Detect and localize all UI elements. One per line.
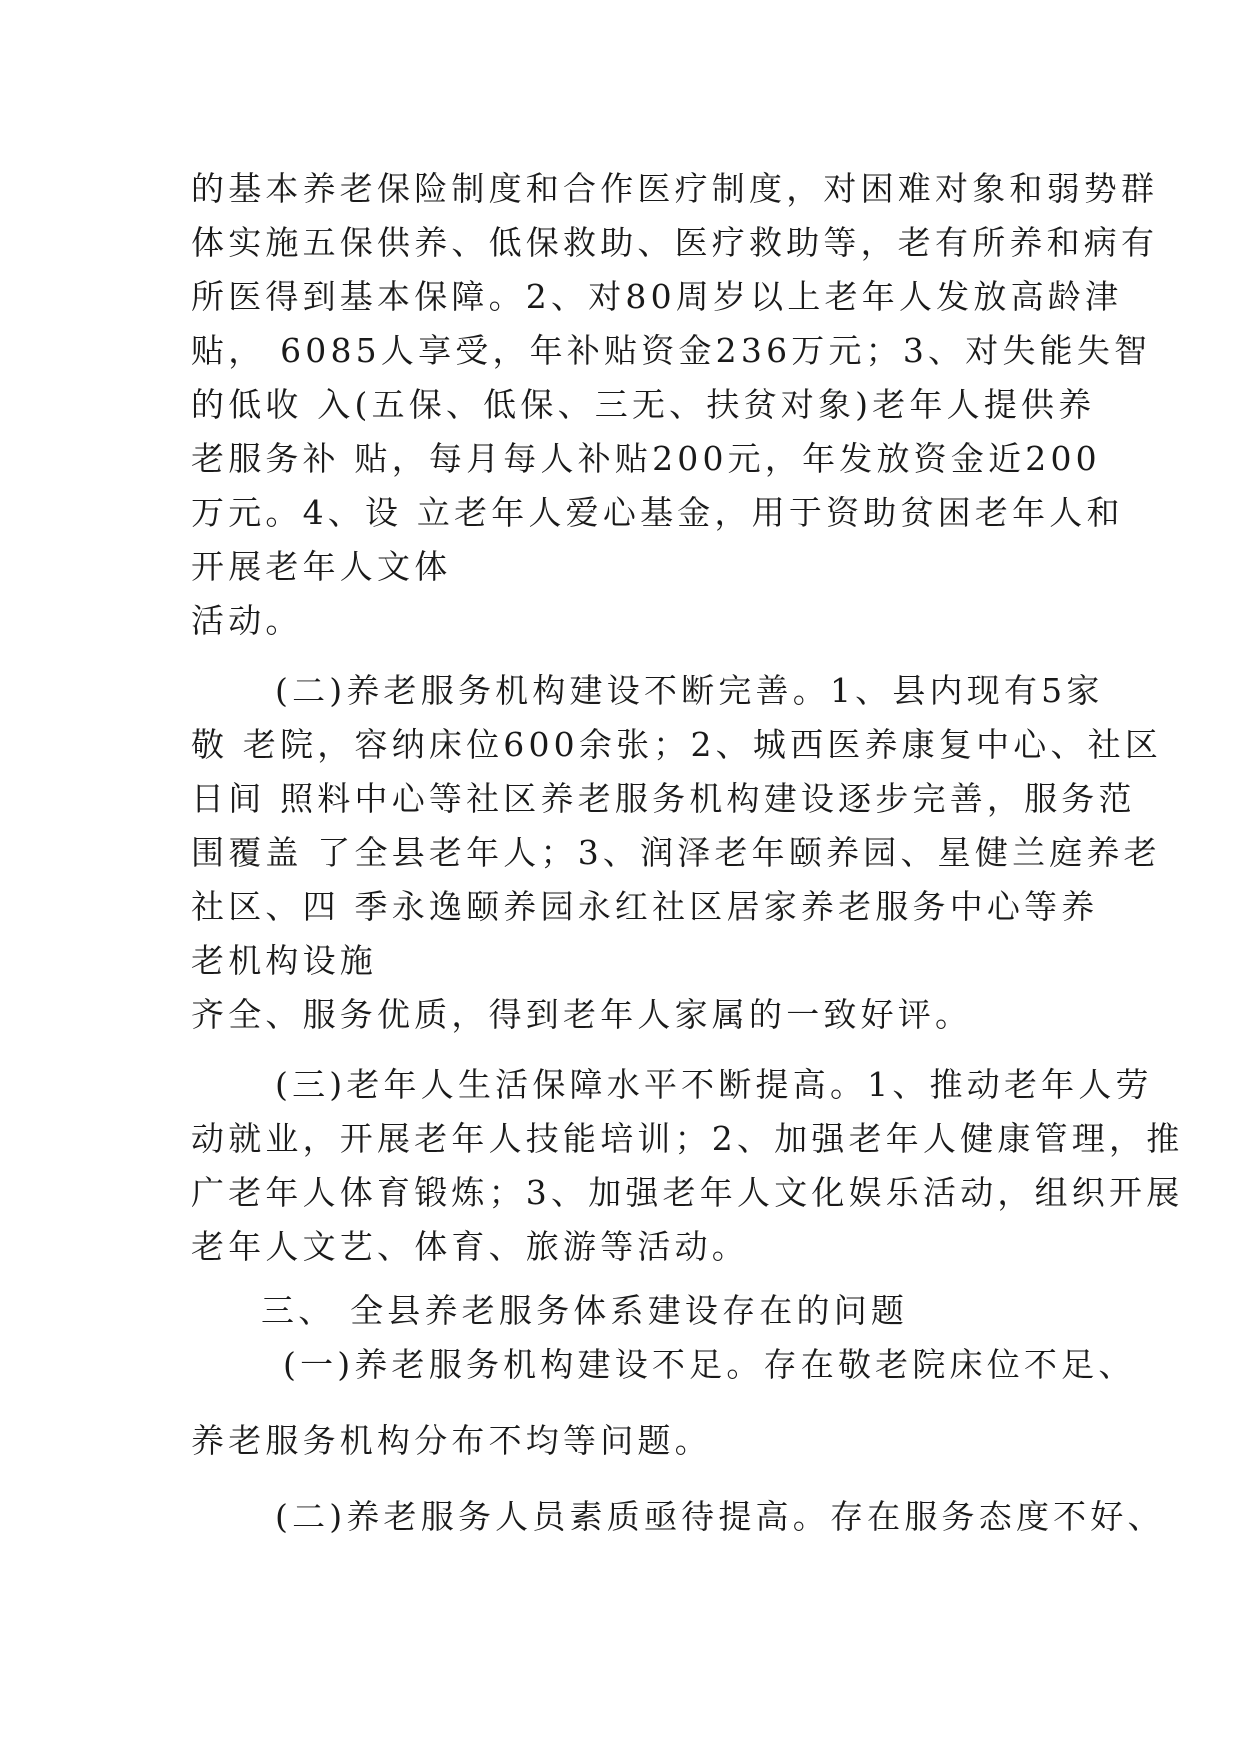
paragraph-start-line: (二)养老服务人员素质亟待提高。存在服务态度不好、 <box>275 1497 1165 1536</box>
text-line: 所医得到基本保障。2、对80周岁以上老年人发放高龄津 <box>191 277 1123 316</box>
section-heading: 三、 全县养老服务体系建设存在的问题 <box>261 1291 909 1330</box>
text-line: 广老年人体育锻炼；3、加强老年人文化娱乐活动，组织开展 <box>191 1173 1184 1212</box>
text-line: 的基本养老保险制度和合作医疗制度，对困难对象和弱势群 <box>191 169 1159 208</box>
text-line: 动就业，开展老年人技能培训；2、加强老年人健康管理，推 <box>191 1119 1184 1158</box>
text-line: 的低收 入(五保、低保、三无、扶贫对象)老年人提供养 <box>191 385 1096 424</box>
paragraph-start-line: (三)老年人生活保障水平不断提高。1、推动老年人劳 <box>275 1065 1153 1104</box>
text-line: 围覆盖 了全县老年人；3、润泽老年颐养园、星健兰庭养老 <box>191 833 1161 872</box>
text-line: 活动。 <box>191 601 303 640</box>
text-line: 老服务补 贴，每月每人补贴200元，年发放资金近200 <box>191 439 1101 478</box>
text-line: 日间 照料中心等社区养老服务机构建设逐步完善，服务范 <box>191 779 1136 818</box>
text-line: 万元。4、设 立老年人爱心基金，用于资助贫困老年人和 <box>191 493 1124 532</box>
paragraph-start-line: (二)养老服务机构建设不断完善。1、县内现有5家 <box>275 671 1104 710</box>
text-line: 敬 老院，容纳床位600余张；2、城西医养康复中心、社区 <box>191 725 1163 764</box>
paragraph-start-line: (一)养老服务机构建设不足。存在敬老院床位不足、 <box>283 1345 1136 1384</box>
text-line: 开展老年人文体 <box>191 547 452 586</box>
text-line: 养老服务机构分布不均等问题。 <box>191 1421 712 1460</box>
text-line: 社区、四 季永逸颐养园永红社区居家养老服务中心等养 <box>191 887 1099 926</box>
text-line: 贴， 6085人享受，年补贴资金236万元；3、对失能失智 <box>191 331 1152 370</box>
text-line: 老年人文艺、体育、旅游等活动。 <box>191 1227 749 1266</box>
text-line: 齐全、服务优质，得到老年人家属的一致好评。 <box>191 995 973 1034</box>
text-line: 体实施五保供养、低保救助、医疗救助等，老有所养和病有 <box>191 223 1159 262</box>
document-body <box>191 162 1184 1544</box>
text-line: 老机构设施 <box>191 941 377 980</box>
